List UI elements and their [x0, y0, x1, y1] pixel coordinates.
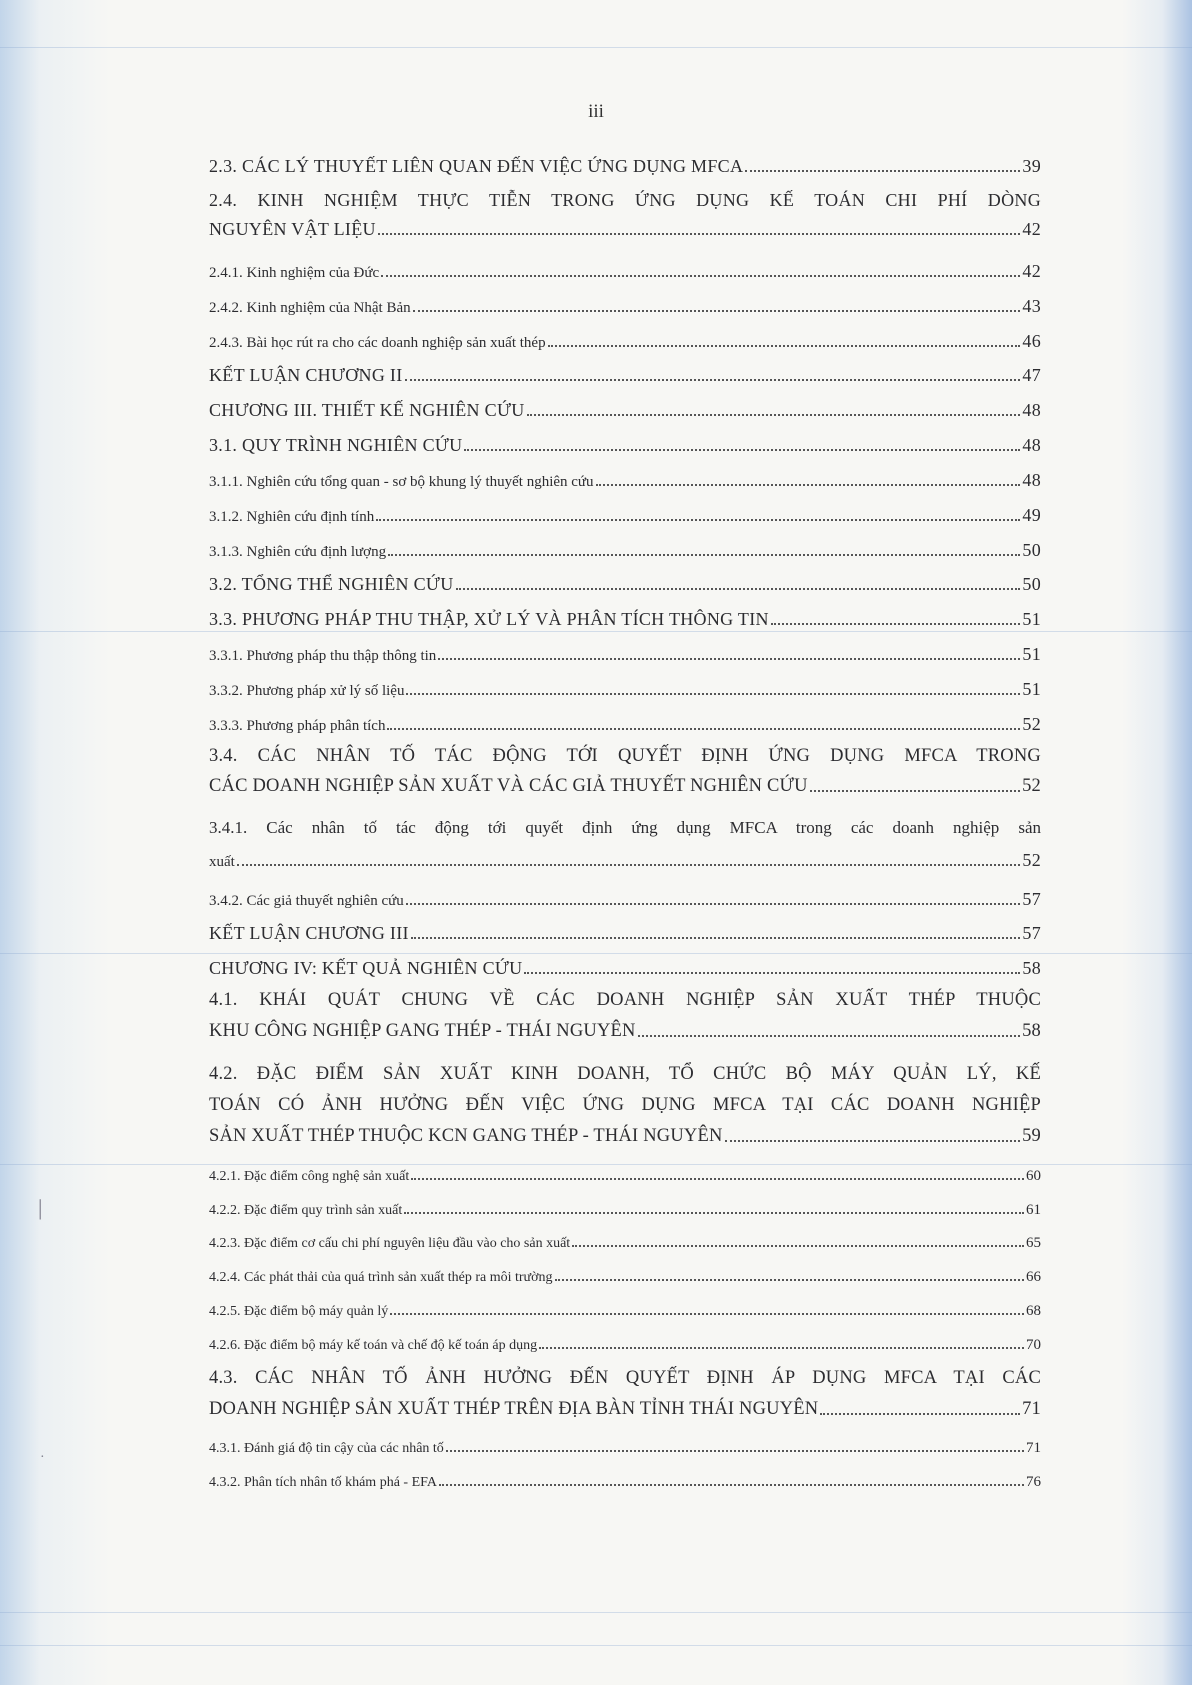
toc-entry-page: 68 — [1026, 1303, 1041, 1319]
toc-entry[interactable] — [209, 679, 1041, 700]
leader-dots — [555, 1279, 1024, 1281]
leader-dots — [446, 1450, 1024, 1452]
leader-dots — [388, 554, 1020, 556]
toc-entry[interactable] — [209, 470, 1041, 491]
toc-entry[interactable] — [209, 1337, 1041, 1354]
toc-entry[interactable] — [209, 1474, 1041, 1491]
toc-entry-title: 4.2.3. Đặc điểm cơ cấu chi phí nguyên liệu đầu vào cho sản xuất — [209, 1236, 571, 1251]
toc-entry[interactable] — [209, 818, 1041, 871]
toc-entry-title-line2: TOÁN CÓ ẢNH HƯỞNG ĐẾN VIỆC ỨNG DỤNG MFCA TẠI CÁC DOANH NGHIỆP — [209, 1095, 1041, 1115]
toc-entry-title: 2.4.1. Kinh nghiệm của Đức — [209, 265, 380, 281]
leader-dots — [771, 623, 1021, 625]
leader-dots — [387, 728, 1020, 730]
leader-dots — [527, 414, 1021, 416]
toc-entry-title: CHƯƠNG IV: KẾT QUẢ NGHIÊN CỨU — [209, 958, 523, 978]
toc-entry-page: 52 — [1022, 776, 1041, 796]
toc-entry-title-line1: 3.4. CÁC NHÂN TỐ TÁC ĐỘNG TỚI QUYẾT ĐỊNH ỨNG DỤNG MFCA TRONG — [209, 746, 1041, 766]
toc-entry-page: 43 — [1022, 296, 1041, 316]
leader-dots — [572, 1245, 1024, 1247]
leader-dots — [638, 1035, 1020, 1037]
toc-entry-page: 48 — [1022, 435, 1041, 455]
toc-entry-page: 66 — [1026, 1269, 1041, 1285]
toc-entry-title: 3.3.3. Phương pháp phân tích — [209, 718, 386, 734]
leader-dots — [404, 1212, 1024, 1214]
leader-dots — [820, 1413, 1020, 1415]
toc-entry-title: 3.3.1. Phương pháp thu thập thông tin — [209, 648, 437, 664]
leader-dots — [524, 972, 1020, 974]
toc-entry-page: 52 — [1022, 714, 1041, 734]
leader-dots — [406, 693, 1020, 695]
toc-entry-title: KHU CÔNG NGHIỆP GANG THÉP - THÁI NGUYÊN — [209, 1021, 636, 1041]
toc-entry-title: xuất — [209, 854, 235, 870]
toc-entry-page: 48 — [1022, 400, 1041, 420]
ruled-line — [0, 47, 1192, 48]
toc-entry[interactable] — [209, 889, 1041, 910]
toc-entry-page: 51 — [1022, 679, 1041, 699]
toc-entry[interactable] — [209, 156, 1041, 177]
toc-entry[interactable] — [209, 540, 1041, 561]
toc-entry-title: 2.4.3. Bài học rút ra cho các doanh nghiệp sản xuất thép — [209, 335, 546, 351]
toc-entry[interactable] — [209, 644, 1041, 665]
toc-entry-title: 2.4.2. Kinh nghiệm của Nhật Bản — [209, 300, 411, 316]
toc-entry-page: 76 — [1026, 1474, 1041, 1490]
leader-dots — [237, 864, 1021, 866]
toc-entry[interactable] — [209, 435, 1041, 456]
toc-entry-title: 3.2. TỔNG THỂ NGHIÊN CỨU — [209, 574, 454, 594]
toc-entry-page: 50 — [1022, 574, 1041, 594]
toc-entry[interactable] — [209, 609, 1041, 630]
leader-dots — [413, 310, 1021, 312]
toc-entry[interactable] — [209, 1269, 1041, 1286]
toc-entry[interactable] — [209, 365, 1041, 386]
toc-entry-title: 3.1.2. Nghiên cứu định tính — [209, 509, 375, 525]
toc-entry[interactable] — [209, 958, 1041, 979]
toc-entry[interactable] — [209, 331, 1041, 352]
leader-dots — [745, 170, 1020, 172]
leader-dots — [539, 1347, 1024, 1349]
toc-entry-page: 50 — [1022, 540, 1041, 560]
toc-entry[interactable] — [209, 1064, 1041, 1147]
toc-entry-title: DOANH NGHIỆP SẢN XUẤT THÉP TRÊN ĐỊA BÀN TỈNH THÁI NGUYÊN — [209, 1399, 819, 1419]
leader-dots — [596, 484, 1021, 486]
toc-entry-title: 4.2.1. Đặc điểm công nghệ sản xuất — [209, 1169, 410, 1184]
leader-dots — [439, 1484, 1024, 1486]
toc-entry-title: NGUYÊN VẬT LIỆU — [209, 219, 376, 239]
toc-entry-title: 2.3. CÁC LÝ THUYẾT LIÊN QUAN ĐẾN VIỆC ỨNG DỤNG MFCA — [209, 156, 744, 176]
toc-entry-page: 59 — [1022, 1126, 1041, 1146]
toc-entry-title: 3.3. PHƯƠNG PHÁP THU THẬP, XỬ LÝ VÀ PHÂN TÍCH THÔNG TIN — [209, 609, 769, 629]
toc-entry-title: 4.2.6. Đặc điểm bộ máy kế toán và chế độ kế toán áp dụng — [209, 1338, 538, 1353]
toc-entry-page: 39 — [1022, 156, 1041, 176]
toc-entry[interactable] — [209, 1202, 1041, 1219]
toc-entry-title: SẢN XUẤT THÉP THUỘC KCN GANG THÉP - THÁI NGUYÊN — [209, 1126, 723, 1146]
toc-entry-title: KẾT LUẬN CHƯƠNG II — [209, 365, 403, 385]
toc-entry-page: 42 — [1022, 219, 1041, 239]
leader-dots — [438, 658, 1020, 660]
leader-dots — [810, 790, 1020, 792]
toc-entry-page: 52 — [1022, 850, 1041, 870]
toc-entry[interactable] — [209, 574, 1041, 595]
toc-entry[interactable] — [209, 746, 1041, 797]
toc-entry-title: 3.1.3. Nghiên cứu định lượng — [209, 544, 387, 560]
toc-entry-page: 47 — [1022, 365, 1041, 385]
toc-entry-page: 57 — [1022, 889, 1041, 909]
scan-smudge: · — [40, 1450, 45, 1465]
toc-entry-page: 49 — [1022, 505, 1041, 525]
toc-entry-title-line1: 4.2. ĐẶC ĐIỂM SẢN XUẤT KINH DOANH, TỔ CHỨC BỘ MÁY QUẢN LÝ, KẾ — [209, 1064, 1041, 1084]
toc-entry[interactable] — [209, 1168, 1041, 1185]
toc-entry-title-line1: 4.3. CÁC NHÂN TỐ ẢNH HƯỞNG ĐẾN QUYẾT ĐỊNH ÁP DỤNG MFCA TẠI CÁC — [209, 1368, 1041, 1388]
toc-entry-title: 4.3.1. Đánh giá độ tin cậy của các nhân tố — [209, 1441, 444, 1456]
toc-entry-title: CÁC DOANH NGHIỆP SẢN XUẤT VÀ CÁC GIẢ THUYẾT NGHIÊN CỨU — [209, 776, 808, 796]
toc-entry-title: CHƯƠNG III. THIẾT KẾ NGHIÊN CỨU — [209, 400, 525, 420]
toc-entry-title: 3.1.1. Nghiên cứu tổng quan - sơ bộ khung lý thuyết nghiên cứu — [209, 474, 594, 490]
scan-smudge: | — [38, 1195, 43, 1220]
leader-dots — [464, 449, 1020, 451]
toc-entry-page: 48 — [1022, 470, 1041, 490]
toc-entry-title: KẾT LUẬN CHƯƠNG III — [209, 923, 409, 943]
leader-dots — [411, 937, 1021, 939]
toc-entry-title: 3.1. QUY TRÌNH NGHIÊN CỨU — [209, 435, 463, 455]
leader-dots — [390, 1313, 1024, 1315]
toc-entry-page: 51 — [1022, 644, 1041, 664]
toc-entry-title: 3.3.2. Phương pháp xử lý số liệu — [209, 683, 405, 699]
leader-dots — [378, 233, 1021, 235]
page-number: iii — [588, 101, 604, 122]
toc-entry-page: 60 — [1026, 1168, 1041, 1184]
toc-entry-title: 4.3.2. Phân tích nhân tố khám phá - EFA — [209, 1475, 437, 1490]
toc-entry-page: 42 — [1022, 261, 1041, 281]
toc-entry-page: 46 — [1022, 331, 1041, 351]
toc-entry-title-line1: 3.4.1. Các nhân tố tác động tới quyết định ứng dụng MFCA trong các doanh nghiệp sản — [209, 818, 1041, 837]
toc-entry-page: 71 — [1022, 1399, 1041, 1419]
toc-entry[interactable] — [209, 296, 1041, 317]
ruled-line — [0, 1612, 1192, 1613]
toc-entry-page: 51 — [1022, 609, 1041, 629]
toc-entry-title: 4.2.4. Các phát thải của quá trình sản xuất thép ra môi trường — [209, 1270, 553, 1285]
leader-dots — [548, 345, 1021, 347]
toc-entry[interactable] — [209, 1235, 1041, 1252]
leader-dots — [381, 275, 1020, 277]
toc-entry[interactable] — [209, 261, 1041, 282]
leader-dots — [725, 1140, 1021, 1142]
ruled-line — [0, 1645, 1192, 1646]
leader-dots — [405, 379, 1021, 381]
leader-dots — [406, 903, 1021, 905]
toc-entry-page: 57 — [1022, 923, 1041, 943]
leader-dots — [456, 588, 1021, 590]
toc-entry[interactable] — [209, 1440, 1041, 1457]
toc-entry[interactable] — [209, 1368, 1041, 1420]
toc-entry[interactable] — [209, 190, 1041, 240]
toc-entry[interactable] — [209, 1303, 1041, 1320]
toc-entry-title-line1: 2.4. KINH NGHIỆM THỰC TIỄN TRONG ỨNG DỤNG KẾ TOÁN CHI PHÍ DÒNG — [209, 190, 1041, 210]
toc-entry-page: 58 — [1022, 958, 1041, 978]
toc-entry-title: 4.2.5. Đặc điểm bộ máy quản lý — [209, 1304, 389, 1319]
leader-dots — [376, 519, 1020, 521]
toc-entry[interactable] — [209, 923, 1041, 944]
toc-entry-page: 61 — [1026, 1202, 1041, 1218]
toc-entry-title: 4.2.2. Đặc điểm quy trình sản xuất — [209, 1203, 403, 1218]
leader-dots — [411, 1178, 1024, 1180]
toc-entry-page: 71 — [1026, 1440, 1041, 1456]
toc-entry-page: 65 — [1026, 1235, 1041, 1251]
ruled-line — [0, 631, 1192, 632]
toc-entry[interactable] — [209, 714, 1041, 735]
toc-entry-page: 58 — [1022, 1021, 1041, 1041]
toc-entry-title-line1: 4.1. KHÁI QUÁT CHUNG VỀ CÁC DOANH NGHIỆP SẢN XUẤT THÉP THUỘC — [209, 990, 1041, 1010]
toc-entry[interactable] — [209, 505, 1041, 526]
ruled-line — [0, 1164, 1192, 1165]
toc-entry-page: 70 — [1026, 1337, 1041, 1353]
ruled-line — [0, 953, 1192, 954]
toc-entry[interactable] — [209, 400, 1041, 421]
toc-entry[interactable] — [209, 990, 1041, 1042]
toc-entry-title: 3.4.2. Các giả thuyết nghiên cứu — [209, 893, 404, 909]
